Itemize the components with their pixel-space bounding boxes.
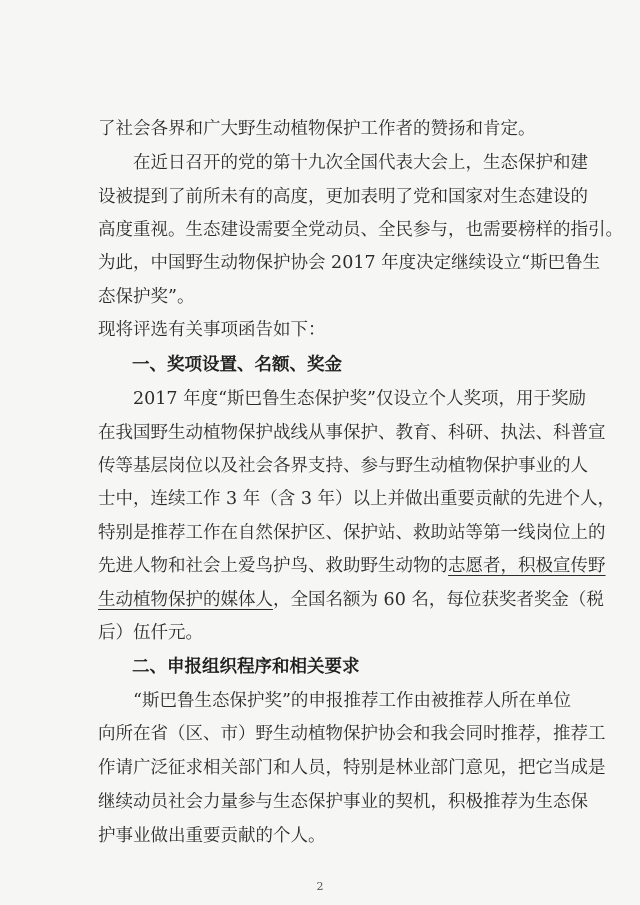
section1-line-6-underlined: 志愿者，积极宣传野 bbox=[448, 556, 606, 576]
congress-line-1: 在近日召开的党的第十九次全国代表大会上，生态保护和建 bbox=[133, 153, 588, 173]
section2-line-1: “斯巴鲁生态保护奖”的申报推荐工作由被推荐人所在单位 bbox=[133, 691, 571, 711]
section2-line-4: 继续动员社会力量参与生态保护事业的契机，积极推荐为生态保 bbox=[98, 792, 588, 812]
section1-line-7-underlined: 生动植物保护的媒体人 bbox=[98, 590, 273, 610]
section2-line-5: 护事业做出重要贡献的个人。 bbox=[98, 826, 326, 846]
section1-line-7-plain: ，全国名额为 60 名，每位获奖者奖金（税 bbox=[273, 590, 604, 610]
section1-line-5: 特别是推荐工作在自然保护区、保护站、救助站等第一线岗位上的 bbox=[98, 523, 606, 543]
intro-line-1: 了社会各界和广大野生动植物保护工作者的赞扬和肯定。 bbox=[98, 119, 536, 139]
section1-line-3: 传等基层岗位以及社会各界支持、参与野生动植物保护事业的人 bbox=[98, 456, 588, 476]
section2-line-2: 向所在省（区、市）野生动植物保护协会和我会同时推荐，推荐工 bbox=[98, 724, 606, 744]
section2-heading: 二、申报组织程序和相关要求 bbox=[132, 657, 360, 677]
section1-line-4: 士中，连续工作 3 年（含 3 年）以上并做出重要贡献的先进个人， bbox=[98, 489, 616, 509]
page-number: 2 bbox=[316, 880, 324, 893]
congress-line-3: 高度重视。生态建设需要全党动员、全民参与，也需要榜样的指引。 bbox=[98, 220, 623, 240]
section1-line-1: 2017 年度“斯巴鲁生态保护奖”仅设立个人奖项，用于奖励 bbox=[133, 389, 586, 409]
notice-line: 现将评选有关事项函告如下： bbox=[98, 320, 326, 340]
section1-line-6 bbox=[98, 556, 606, 576]
congress-line-2: 设被提到了前所未有的高度，更加表明了党和国家对生态建设的 bbox=[98, 187, 588, 207]
congress-line-4: 为此，中国野生动物保护协会 2017 年度决定继续设立“斯巴鲁生 bbox=[98, 253, 601, 273]
section1-line-6-plain: 先进人物和社会上爱鸟护鸟、救助野生动物的 bbox=[98, 556, 448, 576]
congress-line-5: 态保护奖”。 bbox=[98, 287, 195, 307]
section1-line-8: 后）伍仟元。 bbox=[98, 623, 203, 643]
section1-heading: 一、奖项设置、名额、奖金 bbox=[132, 355, 342, 375]
section1-line-7 bbox=[98, 590, 604, 610]
section1-line-2: 在我国野生动植物保护战线从事保护、教育、科研、执法、科普宣 bbox=[98, 423, 606, 443]
section2-line-3: 作请广泛征求相关部门和人员，特别是林业部门意见，把它当成是 bbox=[98, 758, 606, 778]
